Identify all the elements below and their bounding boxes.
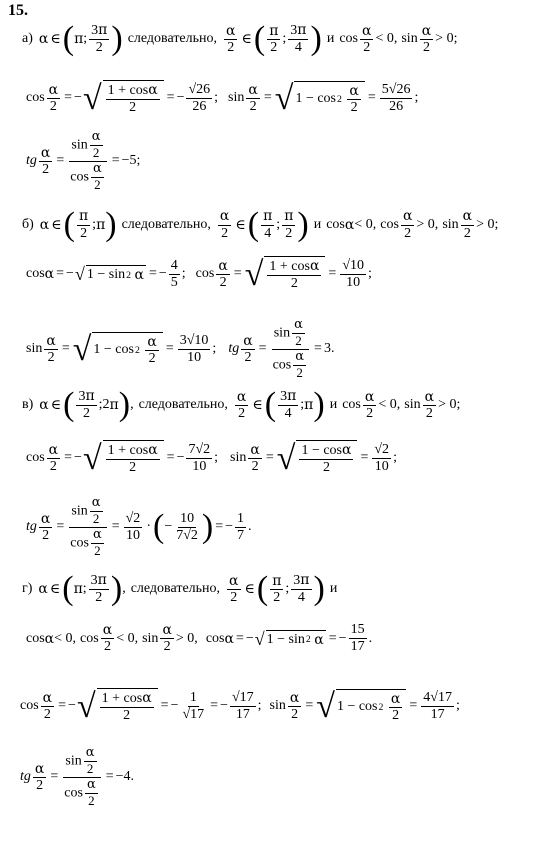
part-b-condition: б) α ∈ ( π 2 ; π ) следовательно, α 2 ∈ ( π 4 ; π 2 ) и cos α < 0, cos α 2 > 0, sin α 2 > 0; [22,206,499,243]
part-b-sin-tg: sin $\frac{\alpha}{2}$ = √ 1 − cos 2 α 2 = $\frac{3√10}{10}$ ; tg $\frac{\alpha}{2}$ = sin $\frac{\alpha}{2}$ cos $\frac{\alpha}{2}$ = 3. [26,317,335,380]
part-b-cos: cos α = − √ 1 − sin 2 α = − $\frac{4}{5}$ ; cos $\frac{\alpha}{2}$ = √ 1 + cosα 2 = $\frac{√10}{10}$ ; [26,256,372,294]
part-b-label: б) [22,217,34,232]
part-a-label: а) [22,31,33,47]
part-g-half: cos $\frac{\alpha}{2}$ = − √ 1 + cosα 2 = − $\frac{1}{√17}$ = − $\frac{√17}{17}$ ; sin $\frac{\alpha}{2}$ = √ 1 − cos 2 α 2 = $\frac{4√17}{17}$ ; [20,687,460,726]
part-g-label: г) [22,581,33,597]
part-a-tg: tg $\frac{\alpha}{2}$ = sin $\frac{\alpha}{2}$ cos $\frac{\alpha}{2}$ = −5; [26,129,141,192]
part-v-label: в) [22,397,34,413]
part-g-condition: г) α ∈ ( π ; 3π 2 ) , следовательно, α 2 ∈ ( π 2 ; 3π 4 ) и [22,570,338,608]
part-v-tg: tg $\frac{\alpha}{2}$ = sin $\frac{\alpha}{2}$ cos $\frac{\alpha}{2}$ = $\frac{√2}{10}$ · ( − $\frac{10}{7√2}$ ) = − $\frac{1}{7}$ . [26,495,252,558]
part-g-tg: tg $\frac{\alpha}{2}$ = sin $\frac{\alpha}{2}$ cos $\frac{\alpha}{2}$ = −4. [20,745,135,808]
word-sled: следовательно, [127,31,218,47]
problem-number: 15. [8,2,28,19]
part-v-condition: в) α ∈ ( 3π 2 ; 2 π ) , следовательно, α 2 ∈ ( 3π 4 ; π ) и cos α 2 < 0, sin α 2 > 0; [22,386,461,424]
part-g-signs: cos α < 0, cos α 2 < 0, sin α 2 > 0, cos α = − √ 1 − sin 2 α = − $\frac{15}{17}$ . [26,622,373,655]
part-a-cos-sin: cos $\frac{\alpha}{2}$ = − √ 1 + cosα 2 = − $\frac{√26}{26}$ ; sin $\frac{\alpha}{2}$ = √ 1 − cos 2 α 2 = $\frac{5√26}{26}$ ; [26,79,419,118]
part-a-condition: а) α ∈ ( π ; 3π 2 ) следовательно, α 2 ∈ ( π 2 ; 3π 4 ) и cos α 2 < 0, sin α 2 > 0; [22,20,458,58]
part-v-cos-sin: cos $\frac{\alpha}{2}$ = − √ 1 + cosα 2 = − $\frac{7√2}{10}$ ; sin $\frac{\alpha}{2}$ = √ 1 − cosα 2 = $\frac{√2}{10}$ ; [26,440,397,478]
